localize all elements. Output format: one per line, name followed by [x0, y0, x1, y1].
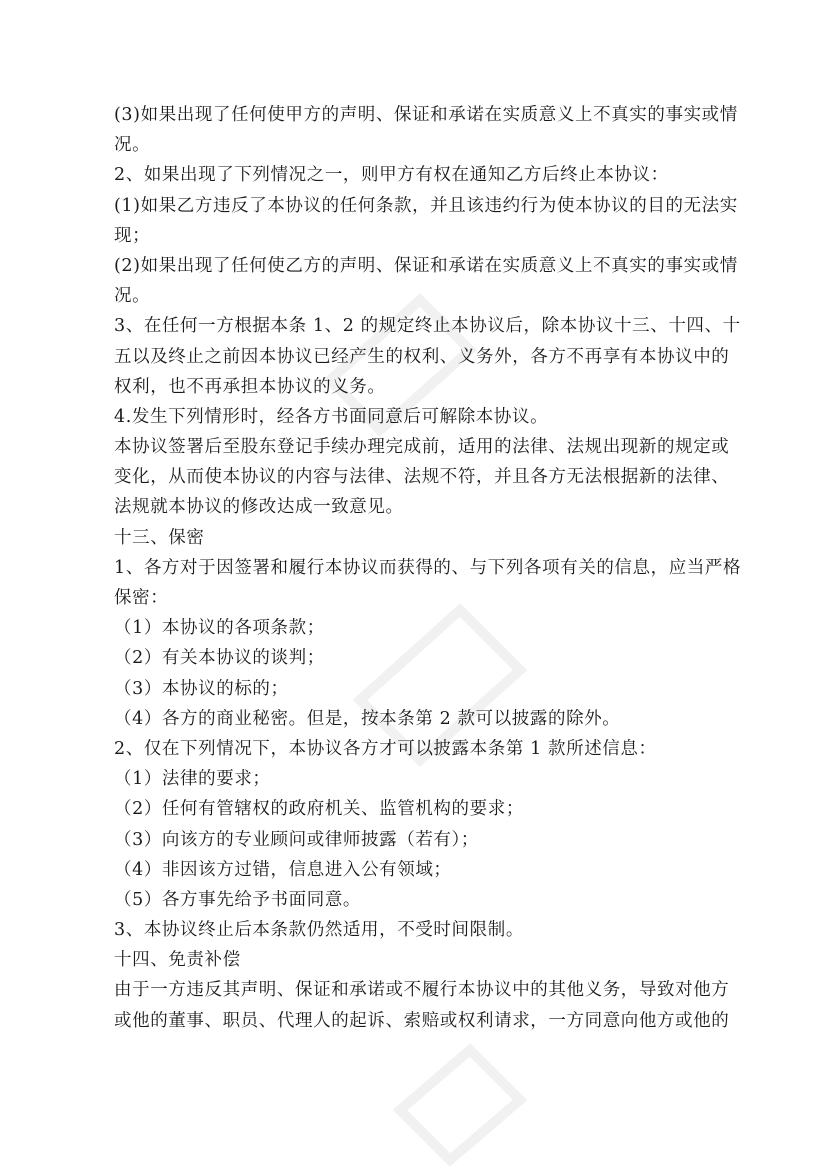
text-line: 法规就本协议的修改达成一致意见。: [114, 497, 404, 518]
text-line: 或他的董事、职员、代理人的起诉、索赔或权利请求，一方同意向他方或他的: [114, 1010, 730, 1031]
text-line: 1、各方对于因签署和履行本协议而获得的、与下列各项有关的信息，应当严格: [114, 557, 742, 578]
text-line: 况。: [114, 286, 151, 307]
text-line: (2)如果出现了任何使乙方的声明、保证和承诺在实质意义上不真实的事实或情: [114, 255, 738, 276]
text-line: 现；: [114, 225, 151, 246]
list-item: （3）向该方的专业顾问或律师披露（若有）；: [114, 829, 479, 850]
list-item: （4）各方的商业秘密。但是，按本条第 2 款可以披露的除外。: [114, 708, 621, 729]
text-line: 五以及终止之前因本协议已经产生的权利、义务外，各方不再享有本协议中的: [114, 346, 730, 367]
text-line: 权利，也不再承担本协议的义务。: [114, 376, 386, 397]
list-item: （2）有关本协议的谈判；: [114, 648, 325, 669]
text-line: 本协议签署后至股东登记手续办理完成前，适用的法律、法规出现新的规定或: [114, 437, 730, 458]
list-item: （1）法律的要求；: [114, 769, 271, 790]
text-line: 保密：: [114, 588, 169, 608]
text-line: 2、仅在下列情况下，本协议各方才可以披露本条第 1 款所述信息：: [114, 738, 657, 759]
text-line: 况。: [114, 135, 151, 156]
text-line: 由于一方违反其声明、保证和承诺或不履行本协议中的其他义务，导致对他方: [114, 980, 730, 1001]
list-item: （3）本协议的标的；: [114, 678, 289, 699]
list-item: （5）各方事先给予书面同意。: [114, 889, 362, 910]
text-line: 2、如果出现了下列情况之一，则甲方有权在通知乙方后终止本协议：: [114, 165, 669, 186]
text-line: 4.发生下列情形时，经各方书面同意后可解除本协议。: [114, 406, 549, 427]
list-item: （2）任何有管辖权的政府机关、监管机构的要求；: [114, 799, 524, 820]
section-heading: 十四、免责补偿: [114, 950, 241, 971]
text-line: (3)如果出现了任何使甲方的声明、保证和承诺在实质意义上不真实的事实或情: [114, 105, 738, 125]
section-heading: 十三、保密: [114, 527, 205, 548]
text-line: (1)如果乙方违反了本协议的任何条款，并且该违约行为使本协议的目的无法实: [114, 195, 738, 216]
text-line: 变化，从而使本协议的内容与法律、法规不符，并且各方无法根据新的法律、: [114, 467, 730, 488]
list-item: （1）本协议的各项条款；: [114, 618, 325, 639]
text-line: 3、在任何一方根据本条 1、2 的规定终止本协议后，除本协议十三、十四、十: [114, 316, 741, 337]
document-body: [114, 100, 742, 1036]
list-item: （4）非因该方过错，信息进入公有领域；: [114, 859, 452, 880]
text-line: 3、本协议终止后本条款仍然适用，不受时间限制。: [114, 920, 524, 941]
